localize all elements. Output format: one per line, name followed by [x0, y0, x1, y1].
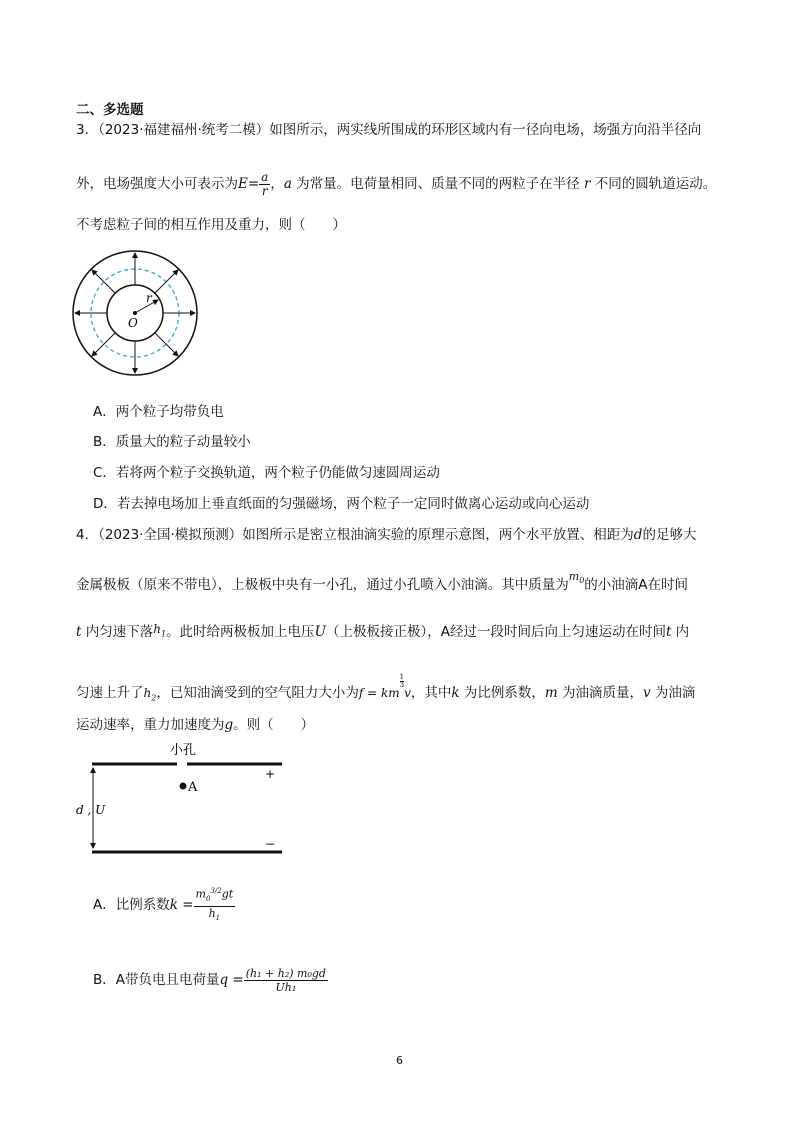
q4-line4 [76, 674, 695, 707]
q4-line4-a: 匀速上升了 [76, 685, 144, 701]
q4-line3-d: 内 [671, 624, 690, 640]
q3-source: （2023·福建福州·统考二模） [98, 122, 270, 138]
q4-line1-pre: 如图所示是密立根油滴实验的原理示意图，两个水平放置、相距为 [242, 527, 634, 543]
q4-var-v: v [642, 685, 651, 701]
q3-option-a: A．两个粒子均带负电 [93, 404, 224, 420]
q3-line1 [76, 121, 701, 139]
label-r: r [146, 291, 152, 305]
section-title: 二、多选题 [76, 102, 144, 118]
q3-line3: 不考虑粒子间的相互作用及重力，则（ ） [76, 217, 346, 233]
q4-line3-c: （上极板接正极），A经过一段时间后向上匀速运动在时间 [325, 624, 666, 640]
q3-option-c: C．若将两个粒子交换轨道，两个粒子仍能做匀速圆周运动 [93, 465, 440, 481]
q4-line5-a: 运动速率，重力加速度为 [76, 717, 225, 733]
q4-line3-a: 内匀速下落 [81, 624, 154, 640]
q4-option-a [93, 885, 235, 925]
q4-line1-post: 的足够大 [642, 527, 697, 543]
page-number: 6 [396, 1054, 403, 1067]
q4-option-a-lhs: k = [169, 897, 194, 914]
hole-label: 小孔 [170, 743, 197, 758]
q4-line1 [76, 526, 696, 544]
q3-line2-pre: 外，电场强度大小可表示为 [76, 176, 238, 192]
q4-line2 [76, 570, 689, 599]
q4-m0: m0 [568, 570, 585, 586]
q4-var-k: k [451, 685, 460, 701]
q3-formula-lhs: E= [238, 176, 260, 192]
q3-number: 3． [76, 122, 99, 138]
q3-ring-figure [70, 248, 200, 378]
plus-sign: + [265, 767, 276, 781]
q4-line2-pre: 金属极板（原来不带电），上极板中央有一小孔，通过小孔喷入小油滴。其中质量为 [76, 577, 569, 593]
q4-option-a-label: A．比例系数 [93, 897, 170, 914]
drop-label: A [188, 780, 198, 795]
q4-var-m: m [544, 685, 558, 701]
q4-source: （2023·全国·模拟预测） [98, 527, 243, 543]
center-dot [133, 311, 137, 315]
q3-option-b: B．质量大的粒子动量较小 [93, 434, 251, 450]
q3-line2 [76, 170, 716, 198]
q4-line4-b: ，已知油滴受到的空气阻力大小为 [156, 685, 359, 701]
q4-line5-b: 。则（ ） [233, 717, 315, 733]
q4-line4-c: ，其中 [410, 685, 452, 701]
q4-var-u: U [314, 624, 326, 640]
q4-option-a-fraction: $\frac{m_0^{3/2}gt}{h_1}$ [195, 887, 234, 923]
q3-fraction [259, 171, 270, 198]
oil-drop-a [180, 783, 187, 790]
q4-h2: $h_2$ [143, 686, 157, 703]
q4-line2-post: 的小油滴A在时间 [584, 577, 689, 593]
q4-line4-d: 为比例系数， [459, 685, 545, 701]
minus-sign: − [265, 837, 276, 851]
q4-var-t2: t [665, 624, 672, 640]
q4-option-b-fraction: $\frac{\text{(h₁ + h₂) m₀gd}}{\text{Uh₁}}$ [245, 966, 326, 994]
q4-number: 4． [76, 527, 99, 543]
q4-var-g: g [224, 717, 234, 733]
q3-frac-num: a [261, 169, 269, 184]
q3-text-line1: 如图所示，两实线所围成的环形区域内有一径向电场，场强方向沿半径向 [269, 122, 702, 138]
label-o: O [128, 316, 138, 330]
q3-line2-post: 为常量。电荷量相同、质量不同的两粒子在半径 [291, 176, 584, 192]
q4-f-formula: f = km $\frac{1}{3}$ v [358, 673, 411, 700]
side-label: d , U [76, 803, 106, 817]
q4-option-b [93, 960, 328, 1000]
q3-frac-den: r [261, 183, 268, 198]
q4-line3-b: 。此时给两极板加上电压 [166, 624, 315, 640]
q4-option-b-label: B．A带负电且电荷量 [93, 972, 220, 988]
q3-var-a: a [283, 176, 292, 192]
q3-option-d: D．若去掉电场加上垂直纸面的匀强磁场，两个粒子一定同时做离心运动或向心运动 [93, 496, 590, 512]
q4-line4-e: 为油滴质量， [557, 685, 643, 701]
q3-var-r: r [583, 176, 591, 192]
q4-line3 [76, 623, 689, 646]
q4-line5 [76, 716, 314, 734]
q4-plates-figure [72, 740, 292, 860]
q4-var-t: t [76, 624, 82, 640]
q4-option-b-lhs: q = [219, 972, 244, 988]
q4-var-d: d [633, 527, 643, 543]
q4-h1: $h_1$ [153, 622, 167, 639]
q3-line2-end: 不同的圆轨道运动。 [590, 176, 717, 192]
q4-line4-f: 为油滴 [650, 685, 696, 701]
q3-line2-mid: ， [270, 176, 284, 192]
